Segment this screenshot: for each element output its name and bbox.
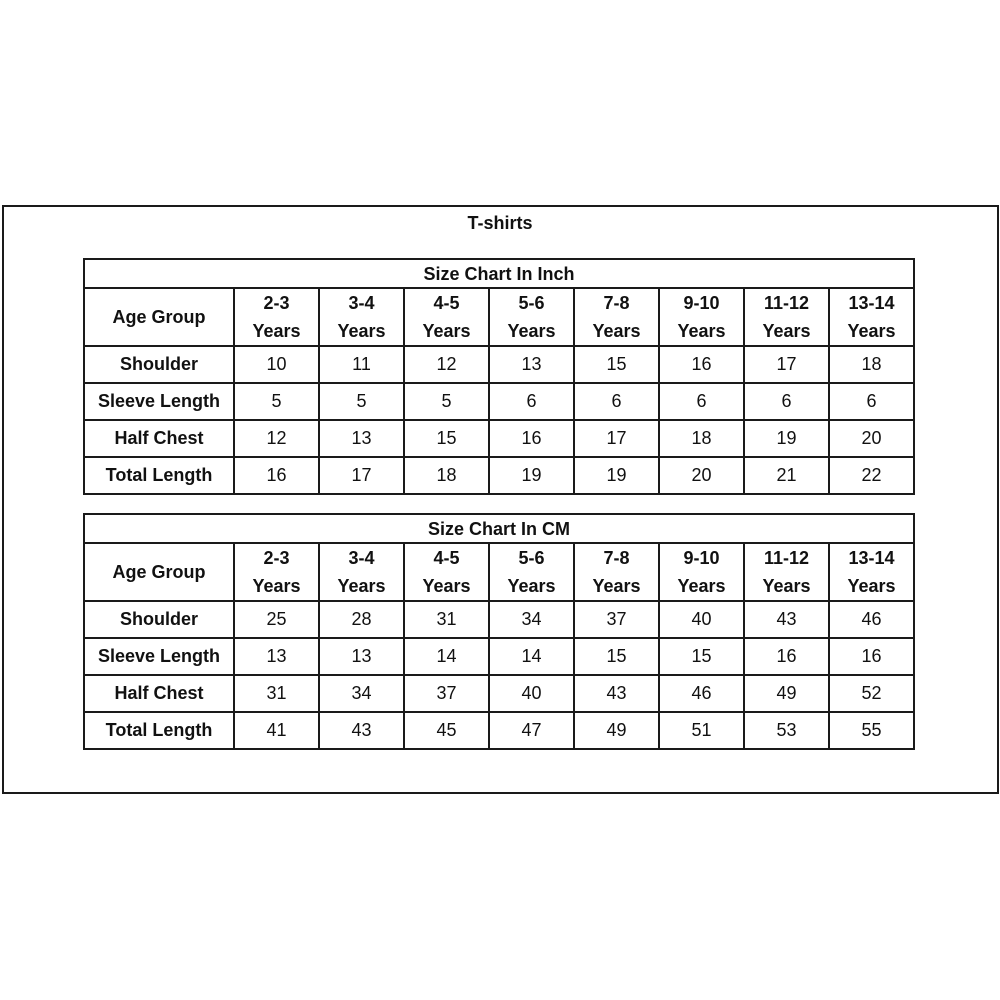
age-column-header: [489, 543, 574, 601]
age-column-header: [744, 543, 829, 601]
age-range: 7-8: [603, 293, 630, 313]
measurement-value: 13: [319, 420, 404, 457]
age-unit: Years: [677, 576, 726, 596]
measurement-label: Half Chest: [84, 420, 234, 457]
age-range: 5-6: [518, 548, 545, 568]
age-unit: Years: [252, 321, 301, 341]
age-column-header: [829, 543, 914, 601]
age-group-header: Age Group: [84, 543, 234, 601]
measurement-value: 37: [404, 675, 489, 712]
measurement-value: 17: [744, 346, 829, 383]
table-row: [84, 346, 914, 383]
measurement-value: 6: [574, 383, 659, 420]
age-range: 11-12: [763, 548, 810, 568]
age-column-header: [574, 288, 659, 346]
measurement-value: 55: [829, 712, 914, 749]
measurement-label: Sleeve Length: [84, 638, 234, 675]
table-header-row: [84, 543, 914, 601]
table-row: [84, 457, 914, 494]
measurement-value: 13: [319, 638, 404, 675]
measurement-value: 53: [744, 712, 829, 749]
age-range: 11-12: [763, 293, 810, 313]
age-column-header: [319, 288, 404, 346]
measurement-value: 49: [744, 675, 829, 712]
measurement-value: 18: [659, 420, 744, 457]
measurement-value: 12: [404, 346, 489, 383]
measurement-value: 15: [404, 420, 489, 457]
measurement-value: 10: [234, 346, 319, 383]
age-range: 9-10: [683, 548, 720, 568]
measurement-label: Half Chest: [84, 675, 234, 712]
size-chart-inch-table: [83, 258, 915, 495]
age-range: 7-8: [603, 548, 630, 568]
age-unit: Years: [762, 321, 811, 341]
age-range: 5-6: [518, 293, 545, 313]
age-unit: Years: [507, 576, 556, 596]
measurement-value: 40: [489, 675, 574, 712]
age-unit: Years: [677, 321, 726, 341]
age-column-header: [744, 288, 829, 346]
measurement-value: 45: [404, 712, 489, 749]
measurement-value: 16: [489, 420, 574, 457]
measurement-value: 13: [234, 638, 319, 675]
measurement-value: 49: [574, 712, 659, 749]
measurement-label: Total Length: [84, 712, 234, 749]
measurement-value: 15: [659, 638, 744, 675]
measurement-value: 46: [829, 601, 914, 638]
age-column-header: [319, 543, 404, 601]
measurement-value: 14: [489, 638, 574, 675]
measurement-label: Total Length: [84, 457, 234, 494]
measurement-value: 20: [659, 457, 744, 494]
age-unit: Years: [592, 321, 641, 341]
measurement-value: 20: [829, 420, 914, 457]
measurement-value: 17: [574, 420, 659, 457]
measurement-value: 21: [744, 457, 829, 494]
age-column-header: [574, 543, 659, 601]
age-range: 3-4: [348, 293, 375, 313]
measurement-value: 52: [829, 675, 914, 712]
table-row: [84, 601, 914, 638]
measurement-value: 22: [829, 457, 914, 494]
age-range: 2-3: [263, 548, 290, 568]
measurement-value: 16: [234, 457, 319, 494]
measurement-value: 34: [319, 675, 404, 712]
measurement-value: 6: [744, 383, 829, 420]
measurement-value: 31: [234, 675, 319, 712]
measurement-value: 51: [659, 712, 744, 749]
measurement-value: 6: [489, 383, 574, 420]
measurement-value: 31: [404, 601, 489, 638]
age-column-header: [404, 288, 489, 346]
age-range: 2-3: [263, 293, 290, 313]
measurement-label: Sleeve Length: [84, 383, 234, 420]
measurement-value: 25: [234, 601, 319, 638]
table-row: [84, 638, 914, 675]
age-range: 4-5: [433, 293, 460, 313]
measurement-value: 40: [659, 601, 744, 638]
table-row: [84, 420, 914, 457]
table-row: [84, 383, 914, 420]
age-unit: Years: [847, 321, 896, 341]
age-range: 9-10: [683, 293, 720, 313]
measurement-value: 5: [234, 383, 319, 420]
age-range: 13-14: [848, 293, 895, 313]
measurement-value: 28: [319, 601, 404, 638]
measurement-value: 12: [234, 420, 319, 457]
age-unit: Years: [337, 321, 386, 341]
age-column-header: [404, 543, 489, 601]
measurement-value: 34: [489, 601, 574, 638]
table-row: [84, 675, 914, 712]
measurement-value: 14: [404, 638, 489, 675]
age-unit: Years: [422, 576, 471, 596]
measurement-value: 43: [744, 601, 829, 638]
age-unit: Years: [252, 576, 301, 596]
measurement-value: 18: [829, 346, 914, 383]
table-caption: Size Chart In Inch: [84, 259, 914, 288]
measurement-value: 13: [489, 346, 574, 383]
measurement-value: 6: [829, 383, 914, 420]
measurement-value: 43: [319, 712, 404, 749]
size-chart-cm-table: [83, 513, 915, 750]
measurement-value: 5: [319, 383, 404, 420]
age-range: 13-14: [848, 548, 895, 568]
measurement-value: 5: [404, 383, 489, 420]
measurement-label: Shoulder: [84, 346, 234, 383]
measurement-value: 43: [574, 675, 659, 712]
measurement-value: 15: [574, 638, 659, 675]
age-column-header: [659, 288, 744, 346]
measurement-value: 16: [659, 346, 744, 383]
measurement-value: 6: [659, 383, 744, 420]
age-range: 3-4: [348, 548, 375, 568]
measurement-value: 19: [744, 420, 829, 457]
measurement-value: 17: [319, 457, 404, 494]
age-column-header: [234, 543, 319, 601]
age-unit: Years: [337, 576, 386, 596]
age-column-header: [234, 288, 319, 346]
age-column-header: [829, 288, 914, 346]
measurement-value: 16: [744, 638, 829, 675]
page-title: T-shirts: [467, 213, 533, 233]
age-column-header: [489, 288, 574, 346]
measurement-value: 46: [659, 675, 744, 712]
measurement-value: 41: [234, 712, 319, 749]
age-unit: Years: [762, 576, 811, 596]
table-header-row: [84, 288, 914, 346]
table-caption: Size Chart In CM: [84, 514, 914, 543]
age-unit: Years: [592, 576, 641, 596]
age-unit: Years: [422, 321, 471, 341]
measurement-value: 37: [574, 601, 659, 638]
measurement-value: 19: [574, 457, 659, 494]
measurement-value: 47: [489, 712, 574, 749]
age-unit: Years: [507, 321, 556, 341]
age-range: 4-5: [433, 548, 460, 568]
age-column-header: [659, 543, 744, 601]
measurement-value: 18: [404, 457, 489, 494]
age-unit: Years: [847, 576, 896, 596]
measurement-value: 11: [319, 346, 404, 383]
measurement-value: 15: [574, 346, 659, 383]
measurement-value: 19: [489, 457, 574, 494]
measurement-value: 16: [829, 638, 914, 675]
measurement-label: Shoulder: [84, 601, 234, 638]
table-row: [84, 712, 914, 749]
age-group-header: Age Group: [84, 288, 234, 346]
